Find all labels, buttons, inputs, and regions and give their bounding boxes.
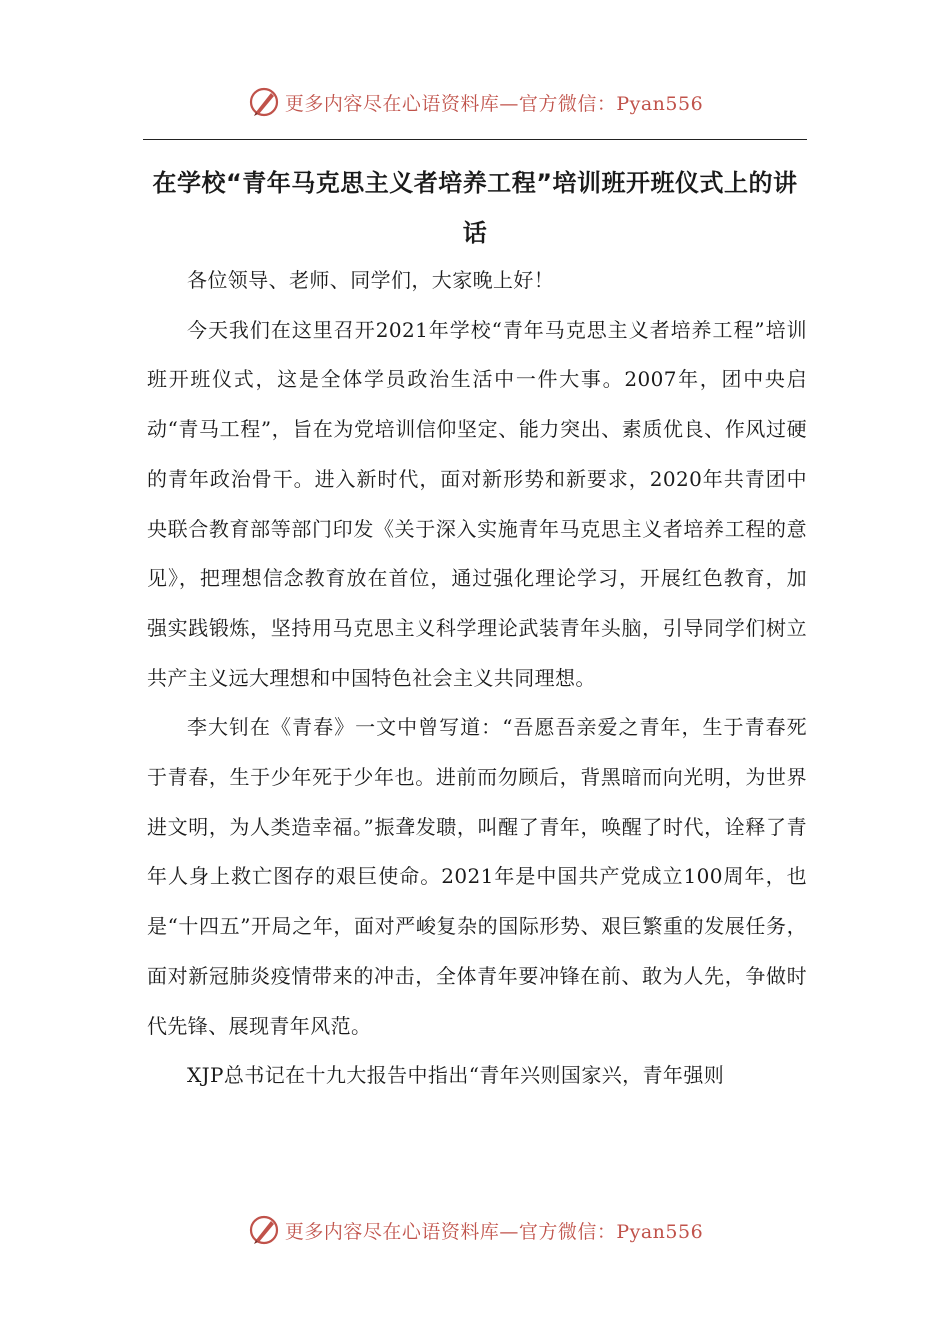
pen-logo-icon <box>247 85 281 119</box>
paragraph-1: 今天我们在这里召开2021年学校“青年马克思主义者培养工程”培训班开班仪式，这是全体学员政治生活中一件大事。2007年，团中央启动“青马工程”，旨在为党培训信仰坚定、能力突出、素质优良、作风过硬的青年政治骨干。进入新时代，面对新形势和新要求，2020年共青团中央联合教育部等部门印发《关于深入实施青年马克思主义者培养工程的意见》，把理想信念教育放在首位，通过强化理论学习，开展红色教育，加强实践锻炼，坚持用马克思主义科学理论武装青年头脑，引导同学们树立共产主义远大理想和中国特色社会主义共同理想。 <box>147 317 807 690</box>
pen-logo-icon <box>247 1213 281 1247</box>
header-divider <box>143 139 807 140</box>
header-banner <box>0 82 950 122</box>
paragraph-greeting: 各位领导、老师、同学们，大家晚上好！ <box>187 268 555 292</box>
header-banner-text: 更多内容尽在心语资料库—官方微信：Pyan556 <box>284 92 704 115</box>
paragraph-2: 李大钊在《青春》一文中曾写道：“吾愿吾亲爱之青年，生于青春死于青春，生于少年死于少年也。进前而勿顾后，背黑暗而向光明，为世界进文明，为人类造幸福。”振聋发聩，叫醒了青年，唤醒了时代，诠释了青年人身上救亡图存的艰巨使命。2021年是中国共产党成立100周年，也是“十四五”开局之年，面对严峻复杂的国际形势、艰巨繁重的发展任务，面对新冠肺炎疫情带来的冲击，全体青年要冲锋在前、敢为人先，争做时代先锋、展现青年风范。 <box>147 715 807 1038</box>
footer-banner-text: 更多内容尽在心语资料库—官方微信：Pyan556 <box>284 1220 704 1243</box>
paragraph-3: XJP总书记在十九大报告中指出“青年兴则国家兴，青年强则 <box>187 1063 725 1088</box>
footer-banner <box>0 1210 950 1250</box>
document-body <box>147 256 807 1101</box>
document-title: 在学校“青年马克思主义者培养工程”培训班开班仪式上的讲话 <box>152 169 798 247</box>
